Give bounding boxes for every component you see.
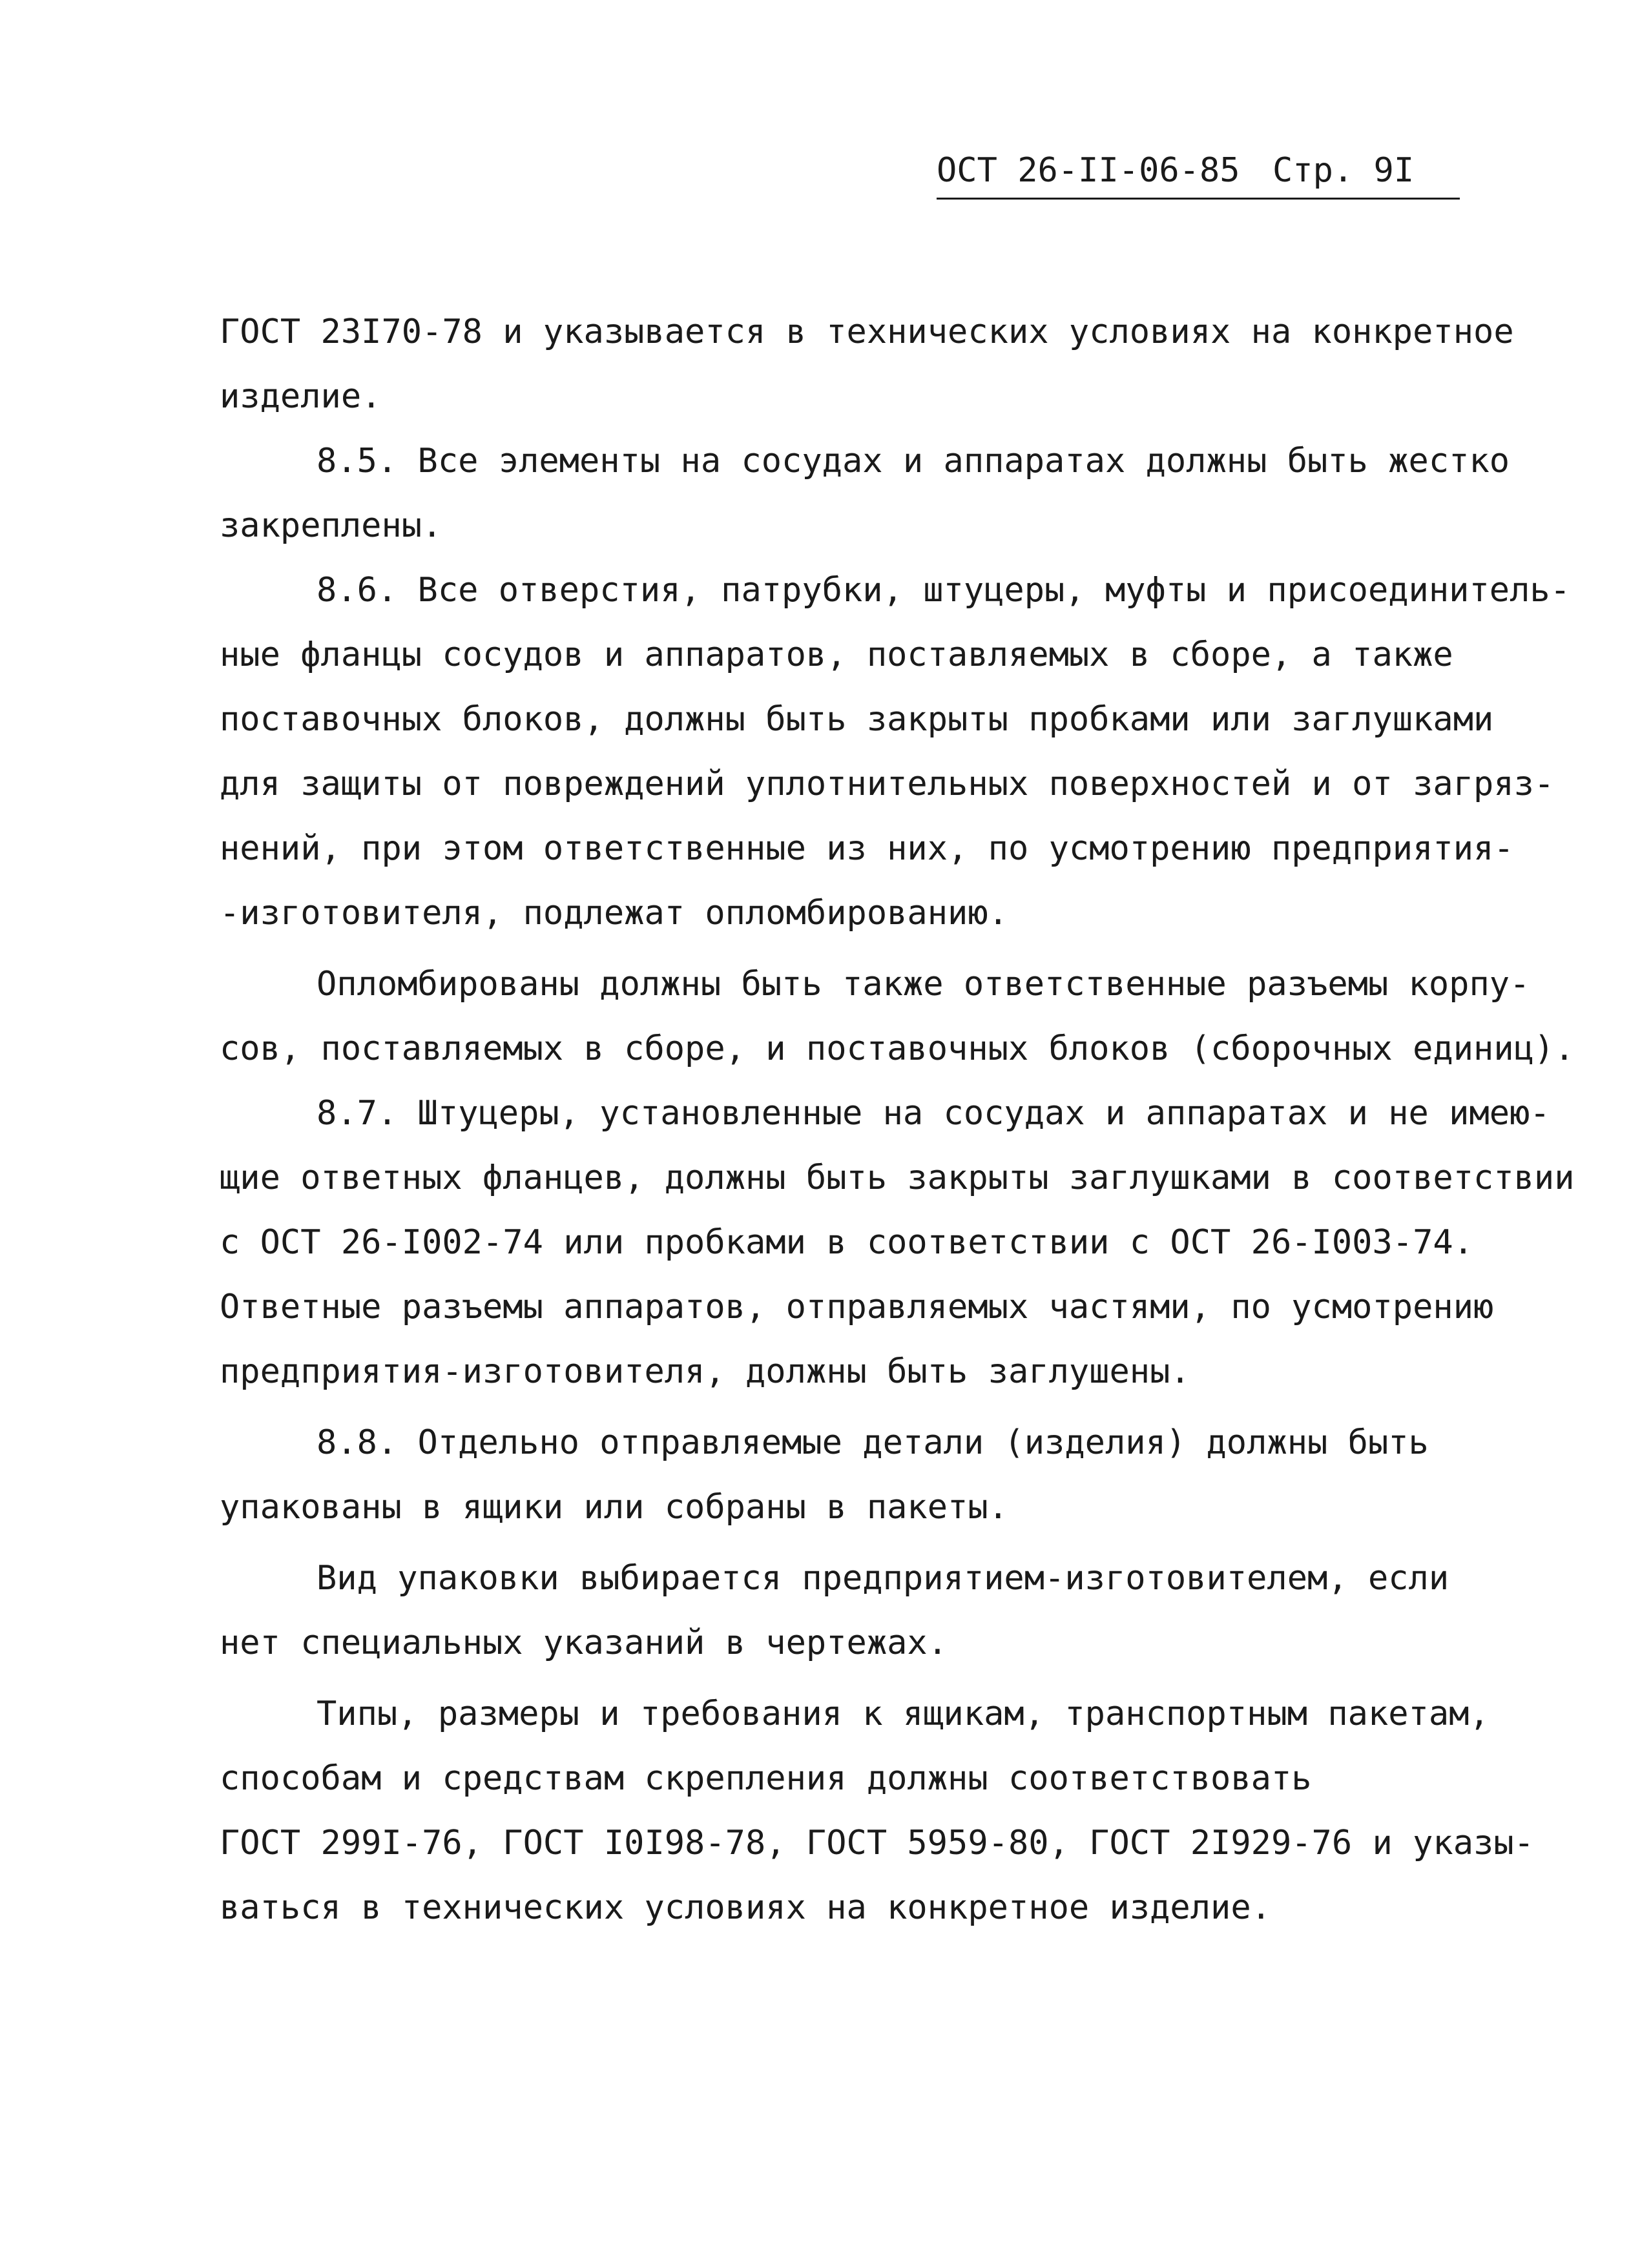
text-line: предприятия-изготовителя, должны быть заглушены.: [220, 1352, 1190, 1391]
text-line: ГОСТ 299I-76, ГОСТ I0I98-78, ГОСТ 5959-80, ГОСТ 2I929-76 и указы-: [220, 1824, 1534, 1862]
text-line: нет специальных указаний в чертежах.: [220, 1624, 948, 1662]
paragraph-8-5: 8.5. Все элементы на сосудах и аппаратах должны быть жестко: [317, 442, 1510, 480]
paragraph-8-8: 8.8. Отдельно отправляемые детали (изделия) должны быть: [317, 1423, 1429, 1462]
paragraph-box-types: Типы, размеры и требования к ящикам, транспортным пакетам,: [317, 1695, 1490, 1733]
document-code: ОСТ 26-II-06-85: [937, 151, 1240, 190]
text-line: Ответные разъемы аппаратов, отправляемых частями, по усмотрению: [220, 1288, 1494, 1326]
text-line: нений, при этом ответственные из них, по усмотрению предприятия-: [220, 829, 1514, 868]
text-line: способам и средствам скрепления должны соответствовать: [220, 1759, 1312, 1798]
paragraph-sealing: Опломбированы должны быть также ответственные разъемы корпу-: [317, 965, 1530, 1004]
text-line: ваться в технических условиях на конкретное изделие.: [220, 1888, 1271, 1927]
text-line: поставочных блоков, должны быть закрыты пробками или заглушками: [220, 700, 1494, 739]
paragraph-8-7: 8.7. Штуцеры, установленные на сосудах и аппаратах и не имею-: [317, 1094, 1550, 1133]
page-number: Стр. 9I: [1272, 151, 1415, 190]
text-line: щие ответных фланцев, должны быть закрыты заглушками в соответствии: [220, 1159, 1575, 1197]
text-line: ные фланцы сосудов и аппаратов, поставляемых в сборе, а также: [220, 635, 1453, 674]
paragraph-8-6: 8.6. Все отверстия, патрубки, штуцеры, муфты и присоединитель-: [317, 571, 1571, 610]
text-line: изделие.: [220, 377, 382, 416]
page-header: [937, 147, 1460, 200]
text-line: закреплены.: [220, 506, 442, 545]
text-line: -изготовителя, подлежат опломбированию.: [220, 894, 1008, 933]
text-line: ГОСТ 23I70-78 и указывается в технических условиях на конкретное: [220, 313, 1514, 351]
text-line: сов, поставляемых в сборе, и поставочных блоков (сборочных единиц).: [220, 1029, 1575, 1068]
paragraph-packaging-type: Вид упаковки выбирается предприятием-изготовителем, если: [317, 1559, 1449, 1598]
text-line: для защиты от повреждений уплотнительных поверхностей и от загряз-: [220, 765, 1555, 803]
text-line: с ОСТ 26-I002-74 или пробками в соответствии с ОСТ 26-I003-74.: [220, 1223, 1474, 1262]
text-line: упакованы в ящики или собраны в пакеты.: [220, 1488, 1008, 1527]
